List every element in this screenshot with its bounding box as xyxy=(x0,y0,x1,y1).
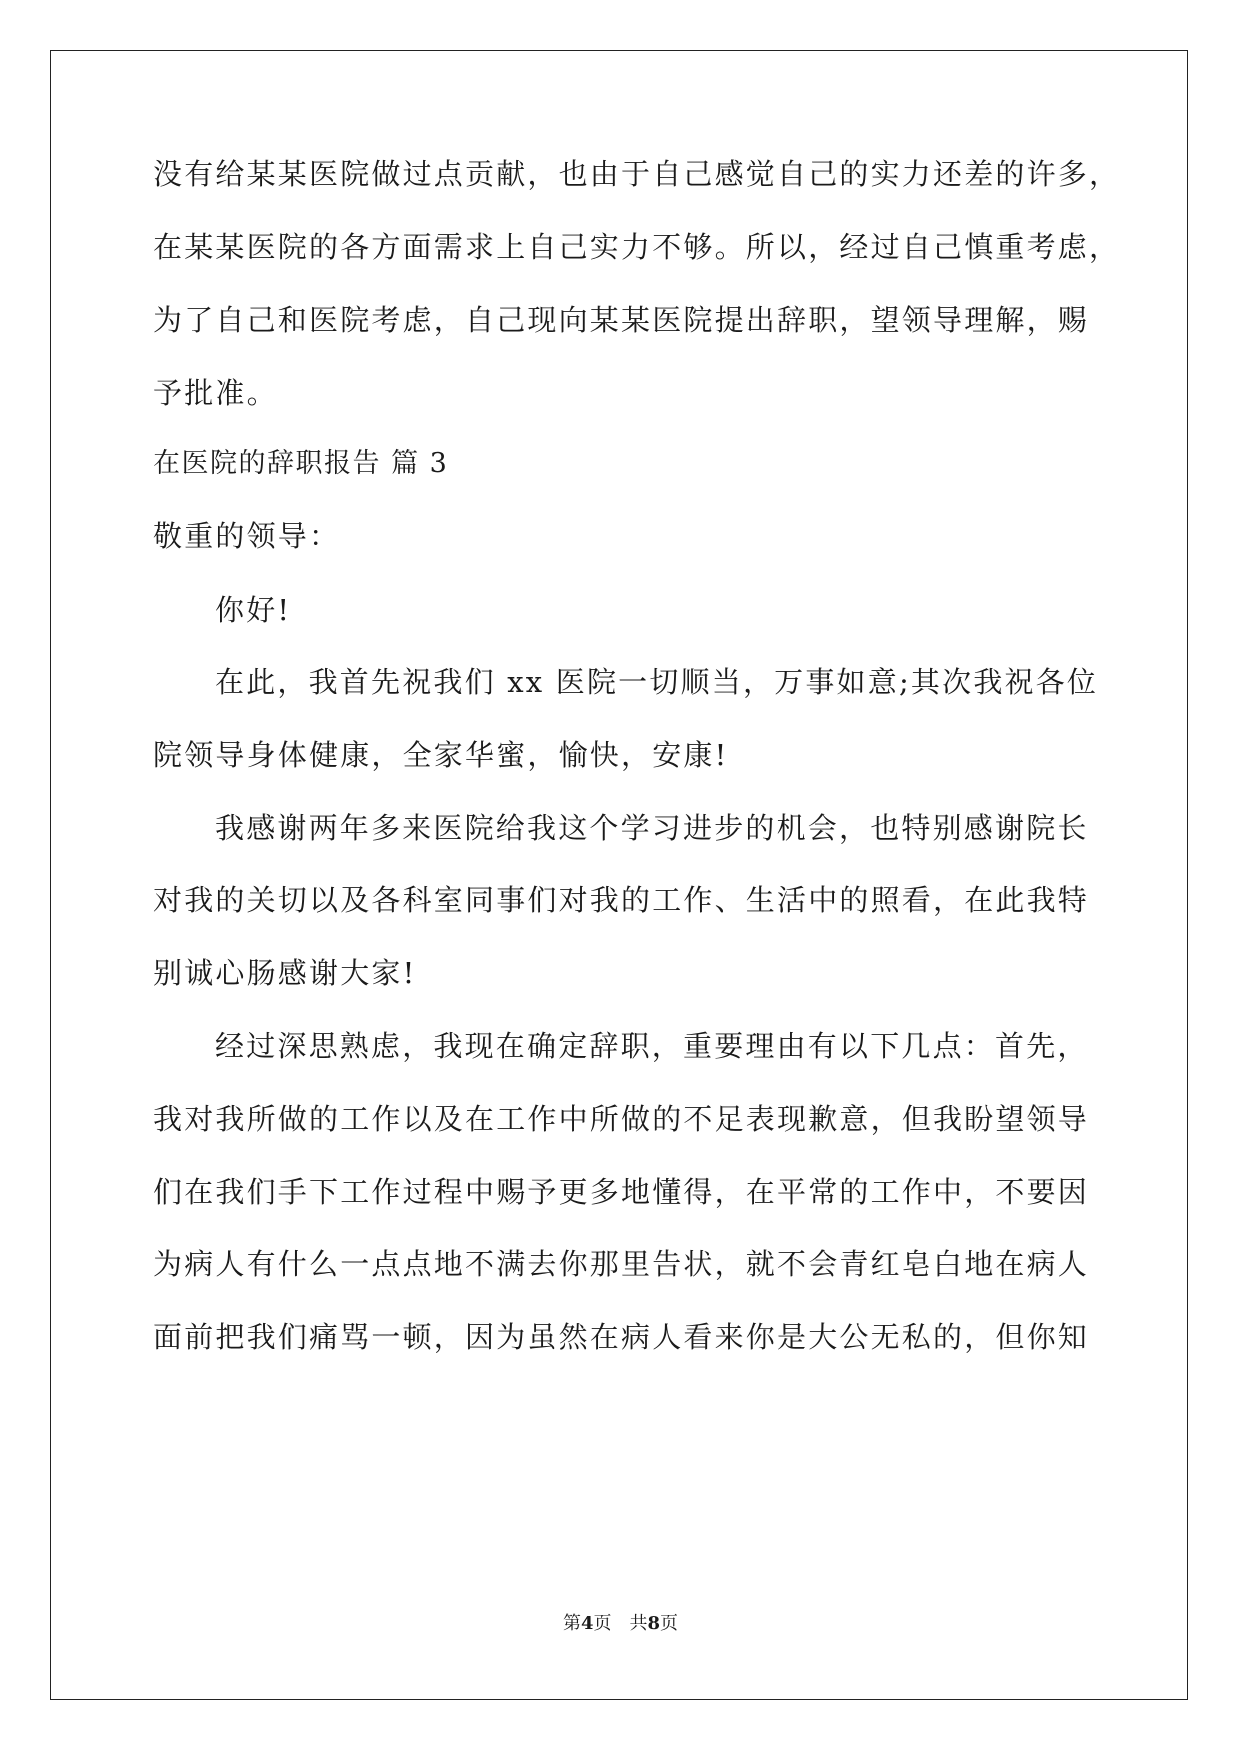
greeting: 你好! xyxy=(215,593,292,627)
total-suffix: 页 xyxy=(660,1613,679,1634)
total-prefix: 共 xyxy=(629,1613,648,1634)
body-line: 别诚心肠感谢大家! xyxy=(153,956,417,990)
body-line: 为了自己和医院考虑，自己现向某某医院提出辞职，望领导理解，赐 xyxy=(153,303,1090,337)
page-border xyxy=(50,50,1188,1700)
total-pages: 8 xyxy=(647,1613,661,1634)
body-line: 对我的关切以及各科室同事们对我的工作、生活中的照看，在此我特 xyxy=(153,883,1090,917)
body-line: 在此，我首先祝我们 xx 医院一切顺当，万事如意;其次我祝各位 xyxy=(215,665,1099,699)
body-line: 为病人有什么一点点地不满去你那里告状，就不会青红皂白地在病人 xyxy=(153,1247,1090,1281)
salutation: 敬重的领导： xyxy=(153,519,341,553)
body-line: 在某某医院的各方面需求上自己实力不够。所以，经过自己慎重考虑， xyxy=(153,230,1121,264)
body-line: 没有给某某医院做过点贡献，也由于自己感觉自己的实力还差的许多， xyxy=(153,157,1121,191)
body-line: 我感谢两年多来医院给我这个学习进步的机会，也特别感谢院长 xyxy=(215,811,1089,845)
body-line: 院领导身体健康，全家华蜜，愉快，安康! xyxy=(153,738,729,772)
body-line: 经过深思熟虑，我现在确定辞职，重要理由有以下几点：首先， xyxy=(215,1029,1089,1063)
body-line: 予批准。 xyxy=(153,376,278,410)
body-line: 们在我们手下工作过程中赐予更多地懂得，在平常的工作中，不要因 xyxy=(153,1175,1090,1209)
page-footer xyxy=(0,1612,1241,1636)
page-number: 4 xyxy=(580,1613,594,1634)
section-heading: 在医院的辞职报告 篇 3 xyxy=(153,448,449,479)
body-line: 面前把我们痛骂一顿，因为虽然在病人看来你是大公无私的，但你知 xyxy=(153,1320,1090,1354)
body-line: 我对我所做的工作以及在工作中所做的不足表现歉意，但我盼望领导 xyxy=(153,1102,1090,1136)
page-prefix: 第 xyxy=(562,1613,581,1634)
page-suffix: 页 xyxy=(593,1613,612,1634)
